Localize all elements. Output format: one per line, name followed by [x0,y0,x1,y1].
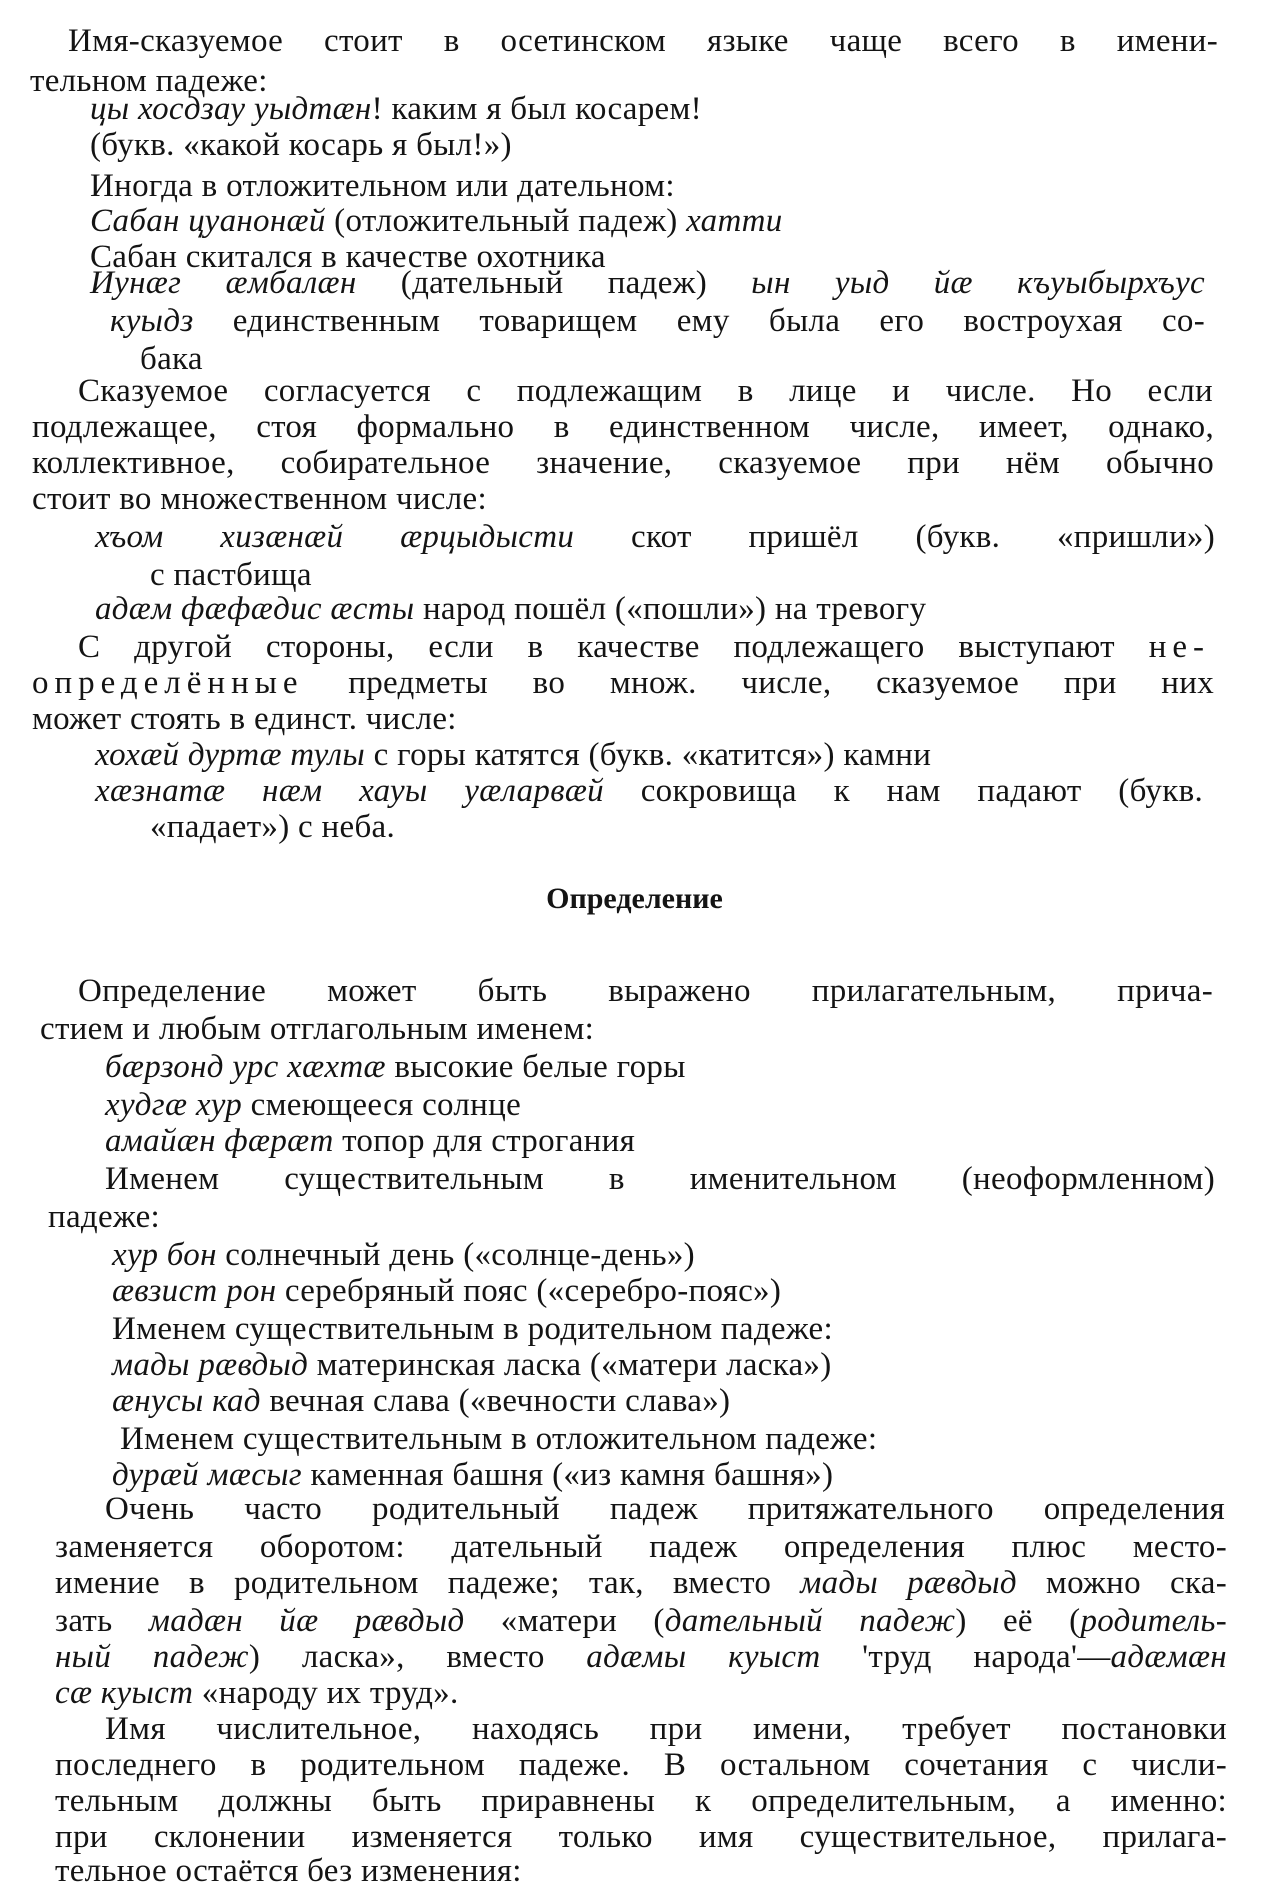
text-run: скот пришёл (букв. «пришли») [574,519,1215,555]
text-line [55,1528,1227,1566]
text-run: Имя числительное, находясь при имени, требует постановки [105,1711,1227,1747]
text-run: высокие белые горы [385,1049,686,1085]
text-run: «падает») с неба. [150,809,396,845]
text-line [55,1602,1227,1640]
italic-example-text: адæмæн [1110,1639,1227,1675]
text-line [120,1420,877,1458]
italic-example-text: сæ куыст [55,1675,194,1711]
text-line [112,1236,695,1274]
text-line [78,972,1213,1010]
text-run: коллективное, собирательное значение, сказуемое при нём обычно [32,445,1214,481]
italic-example-text: куыдз [110,303,194,339]
text-run: бака [140,341,203,377]
italic-example-text: бæрзонд урс хæхтæ [105,1049,386,1085]
text-line [32,664,1214,702]
text-line [48,1198,160,1236]
text-line [55,1638,1227,1676]
text-run: (букв. «какой косарь я был!») [90,127,512,163]
text-run: смеющееся солнце [242,1087,522,1123]
text-run: определённые [32,665,304,701]
text-run: единственным товарищем ему была его востроухая со- [193,303,1205,339]
text-run: С другой стороны, если в качестве подлежащего выступают [78,629,1149,665]
text-run: (отложительный падеж) [325,203,687,239]
italic-example-text: амайæн фæрæт [105,1123,334,1159]
text-run: подлежащее, стоя формально в единственном числе, имеет, однако, [32,409,1214,445]
italic-example-text: æнусы кад [112,1383,261,1419]
text-run: можно ска- [1016,1565,1227,1601]
text-run: при склонении изменяется только имя существительное, прилага- [55,1819,1227,1855]
text-line [32,444,1214,482]
italic-example-text: Сабан цуанонæй [90,203,326,239]
text-line [55,1782,1227,1820]
text-run: имение в родительном падеже; так, вместо [55,1565,801,1601]
text-line [105,1048,686,1086]
text-line [40,1010,594,1048]
italic-example-text: хохæй дуртæ тулы [95,737,366,773]
text-line [105,1122,635,1160]
text-line [32,480,487,518]
section-heading: Определение [546,882,723,915]
text-line [95,772,1203,810]
italic-example-text: хъом хизæнæй æрцыдысти [95,519,575,555]
text-run: заменяется оборотом: дательный падеж определения плюс место- [55,1529,1227,1565]
italic-example-text: адæм фæфæдис æсты [95,591,415,627]
italic-example-text: хатти [686,203,783,239]
text-run: Сабан скитался в качестве охотника [90,239,606,275]
text-run: Определение может быть выражено прилагательным, прича- [78,973,1213,1009]
text-line [90,167,675,205]
text-run: 'труд народа'— [820,1639,1111,1675]
text-run: материнская ласка («матери ласка») [308,1347,832,1383]
text-line [95,590,926,628]
text-run: (дательный падеж) [356,265,752,301]
text-run: солнечный день («солнце-день») [216,1237,695,1273]
text-run: Именем существительным в именительном (неоформленном) [105,1161,1215,1197]
text-run: стием и любым отглагольным именем: [40,1011,595,1047]
text-line [90,264,1205,302]
text-run: не- [1148,629,1210,665]
text-line [150,808,395,846]
text-run: с горы катятся (букв. «катится») камни [365,737,932,773]
text-run: Иногда в отложительном или дательном: [90,168,675,204]
text-run: ) её ( [955,1603,1081,1639]
text-line [55,1852,522,1890]
text-run: ) ласка», вместо [248,1639,587,1675]
text-run: тельное остаётся без изменения: [55,1853,522,1889]
text-line [105,1086,521,1124]
text-line [95,736,931,774]
italic-example-text: цы хосдзау уыдтæн [90,91,372,127]
text-line [105,1160,1215,1198]
text-run: серебряный пояс («серебро-пояс») [276,1273,782,1309]
text-run: «матери ( [464,1603,665,1639]
italic-example-text: Иунæг æмбалæн [90,265,357,301]
text-run: каменная башня («из камня башня») [301,1457,834,1493]
text-line [112,1310,833,1348]
text-run: тельным должны быть приравнены к определительным, а именно: [55,1783,1227,1819]
text-run: может стоять в единст. числе: [32,701,457,737]
text-run: Очень часто родительный падеж притяжательного определения [105,1491,1225,1527]
italic-example-text: родитель- [1080,1603,1227,1639]
text-run: Сказуемое согласуется с подлежащим в лице и числе. Но если [78,373,1213,409]
italic-example-text: æвзист рон [112,1273,277,1309]
text-line [90,202,783,240]
text-run: Имя-сказуемое стоит в осетинском языке чаще всего в имени- [68,23,1218,59]
text-line [55,1564,1227,1602]
italic-example-text: дательный падеж [664,1603,956,1639]
text-run: предметы во множ. числе, сказуемое при них [303,665,1214,701]
italic-example-text: мадæн йæ рæвдыд [148,1603,465,1639]
text-line [150,556,312,594]
text-run: с пастбища [150,557,312,593]
italic-example-text: мады рæвдыд [112,1347,309,1383]
text-run: Именем существительным в отложительном падеже: [120,1421,878,1457]
text-run: тельном падеже: [30,63,268,99]
text-run: Именем существительным в родительном падеже: [112,1311,833,1347]
text-line [78,372,1213,410]
italic-example-text: дурæй мæсыг [112,1457,302,1493]
text-run: последнего в родительном падеже. В остальном сочетания с числи- [55,1747,1227,1783]
italic-example-text: адæмы куыст [586,1639,821,1675]
text-line [110,302,1205,340]
italic-example-text: хур бон [112,1237,217,1273]
italic-example-text: хæзнатæ нæм хауы уæларвæй [95,773,604,809]
text-run: стоит во множественном числе: [32,481,487,517]
text-line [105,1490,1225,1528]
text-line [68,22,1218,60]
italic-example-text: ный падеж [55,1639,249,1675]
italic-example-text: худгæ хур [105,1087,243,1123]
text-line [112,1456,833,1494]
text-run: топор для строгания [333,1123,636,1159]
text-run: «народу их труд». [193,1675,459,1711]
text-line [90,90,702,128]
text-line [78,628,1210,666]
text-line [55,1746,1227,1784]
text-line [112,1272,781,1310]
text-line [32,700,457,738]
text-run: сокровища к нам падают (букв. [603,773,1203,809]
text-line [112,1346,832,1384]
text-run: падеже: [48,1199,161,1235]
text-line [90,126,512,164]
text-line [105,1710,1227,1748]
text-run: народ пошёл («пошли») на тревогу [414,591,927,627]
text-line [55,1818,1227,1856]
text-run: зать [55,1603,149,1639]
text-line [55,1674,459,1712]
text-line [112,1382,730,1420]
italic-example-text: мады рæвдыд [800,1565,1017,1601]
text-line [32,408,1214,446]
italic-example-text: ын уыд йæ къуыбырхъус [751,265,1205,301]
text-run: ! каким я был косарем! [371,91,702,127]
text-line [95,518,1215,556]
text-run: вечная слава («вечности слава») [260,1383,731,1419]
